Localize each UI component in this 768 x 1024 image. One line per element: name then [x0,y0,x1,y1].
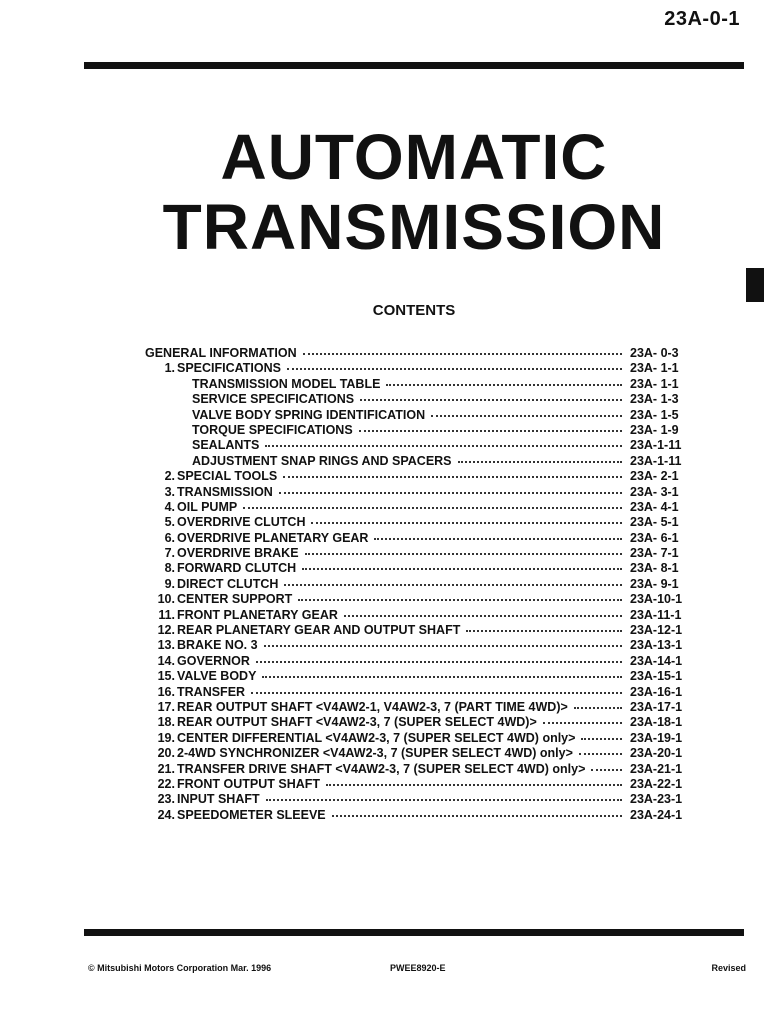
footer-copyright: © Mitsubishi Motors Corporation Mar. 1996 [88,963,272,973]
toc-dot-leader [386,372,622,386]
toc-dot-leader [264,633,622,647]
toc-dot-leader [256,649,622,663]
toc-entry-number: 9. [164,576,175,591]
toc-entry-page: 23A- 8-1 [630,561,679,576]
toc-entry-number: 12. [157,623,175,638]
toc-entry-title: SPECIFICATIONS [177,361,281,376]
toc-dot-leader [574,695,622,709]
toc-entry-page: 23A-14-1 [630,653,683,668]
toc-entry-number: 13. [157,638,175,653]
footer-doc-code: PWEE8920-E [390,963,446,973]
toc-entry-title: FORWARD CLUTCH [177,561,297,576]
toc-dot-leader [359,418,622,432]
toc-dot-leader [543,710,622,724]
toc-entry-title: OVERDRIVE CLUTCH [177,515,306,530]
toc-entry-title: OIL PUMP [177,499,238,514]
toc-entry-number: 17. [157,699,175,714]
toc-dot-leader [251,680,622,694]
toc-dot-leader [332,803,622,817]
toc-entry-title: OVERDRIVE BRAKE [177,546,299,561]
toc-entry-title: TRANSFER DRIVE SHAFT <V4AW2-3, 7 (SUPER SELECT 4WD) only> [177,761,586,776]
toc-entry-title: GENERAL INFORMATION [145,346,297,360]
table-of-contents [145,343,690,820]
toc-entry-title: ADJUSTMENT SNAP RINGS AND SPACERS [192,453,452,468]
toc-dot-leader [283,464,622,478]
toc-entry-page: 23A- 0-3 [630,346,679,360]
toc-entry-title: SERVICE SPECIFICATIONS [192,392,355,407]
page-number: 23A-0-1 [664,8,740,30]
toc-dot-leader [266,787,622,801]
toc-entry-title: OVERDRIVE PLANETARY GEAR [177,530,369,545]
toc-entry-page: 23A- 6-1 [630,530,679,545]
toc-dot-leader [579,741,622,755]
toc-dot-leader [360,387,622,401]
toc-entry-page: 23A- 1-1 [630,376,679,391]
toc-entry-title: REAR PLANETARY GEAR AND OUTPUT SHAFT [177,623,461,638]
toc-entry-title: TRANSMISSION MODEL TABLE [192,376,381,391]
toc-entry-title: TORQUE SPECIFICATIONS [192,422,353,437]
toc-entry-title: REAR OUTPUT SHAFT <V4AW2-3, 7 (SUPER SELECT 4WD)> [177,715,537,730]
toc-entry-page: 23A-23-1 [630,792,683,807]
toc-dot-leader [374,526,622,540]
toc-dot-leader [284,572,622,586]
toc-entry-page: 23A- 4-1 [630,499,679,514]
toc-dot-leader [466,618,622,632]
toc-entry-number: 3. [164,484,175,499]
toc-entry-page: 23A- 7-1 [630,546,679,561]
toc-entry-title: CENTER SUPPORT [177,592,293,607]
toc-entry-page: 23A-16-1 [630,684,683,699]
toc-entry-number: 20. [157,746,175,761]
toc-entry-page: 23A-17-1 [630,699,683,714]
toc-entry-page: 23A- 2-1 [630,469,679,484]
toc-entry-number: 7. [164,546,175,561]
toc-entry-number: 23. [157,792,175,807]
toc-entry-number: 21. [157,761,175,776]
toc-dot-leader [326,772,622,786]
toc-entry-page: 23A- 1-3 [630,392,679,407]
toc-entry-number: 16. [157,684,175,699]
toc-entry-title: CENTER DIFFERENTIAL <V4AW2-3, 7 (SUPER SELECT 4WD) only> [177,730,576,745]
toc-entry-number: 8. [164,561,175,576]
toc-dot-leader [591,757,622,771]
toc-entry-page: 23A-11-1 [630,607,682,622]
toc-entry-number: 24. [157,807,175,822]
toc-entry-number: 5. [164,515,175,530]
toc-entry-page: 23A-10-1 [630,592,683,607]
toc-entry-title: TRANSMISSION [177,484,273,499]
toc-entry-number: 19. [157,730,175,745]
bottom-rule [84,929,744,936]
toc-entry-page: 23A- 5-1 [630,515,679,530]
toc-entry[interactable] [145,805,690,820]
toc-dot-leader [287,356,622,370]
toc-entry-title: GOVERNOR [177,653,250,668]
toc-entry-title: VALVE BODY SPRING IDENTIFICATION [192,407,426,422]
contents-heading: CONTENTS [372,302,456,319]
toc-entry-page: 23A-18-1 [630,715,683,730]
toc-entry-page: 23A-24-1 [630,807,683,822]
toc-dot-leader [243,495,622,509]
toc-dot-leader [431,403,622,417]
toc-dot-leader [302,556,622,570]
toc-entry-title: FRONT PLANETARY GEAR [177,607,338,622]
toc-entry-title: SPEEDOMETER SLEEVE [177,807,326,822]
toc-entry-number: 14. [157,653,175,668]
toc-dot-leader [311,510,622,524]
toc-entry-page: 23A- 1-9 [630,422,679,437]
toc-entry-page: 23A- 3-1 [630,484,679,499]
toc-entry-title: FRONT OUTPUT SHAFT [177,776,321,791]
toc-entry-title: 2-4WD SYNCHRONIZER <V4AW2-3, 7 (SUPER SELECT 4WD) only> [177,746,573,761]
toc-entry-page: 23A-1-11 [630,453,682,468]
toc-entry-page: 23A- 1-5 [630,407,679,422]
toc-entry-number: 6. [164,530,175,545]
toc-entry-title: SEALANTS [192,438,260,453]
toc-dot-leader [581,726,622,740]
toc-entry-title: INPUT SHAFT [177,792,260,807]
toc-dot-leader [265,433,622,447]
title-line-2: TRANSMISSION [162,191,666,263]
top-rule [84,62,744,69]
toc-entry-title: REAR OUTPUT SHAFT <V4AW2-1, V4AW2-3, 7 (PART TIME 4WD)> [177,699,568,714]
toc-entry-title: SPECIAL TOOLS [177,469,278,484]
toc-entry-number: 1. [164,361,175,376]
toc-entry-page: 23A-21-1 [630,761,683,776]
toc-entry-number: 2. [164,469,175,484]
toc-dot-leader [262,664,622,678]
title-line-1: AUTOMATIC [220,121,608,193]
toc-entry-number: 10. [157,592,175,607]
page-title [84,122,744,262]
toc-entry-title: TRANSFER [177,684,246,699]
toc-entry-number: 15. [157,669,175,684]
toc-dot-leader [344,603,622,617]
toc-entry-page: 23A-19-1 [630,730,683,745]
toc-entry-number: 11. [158,607,175,622]
toc-dot-leader [305,541,622,555]
toc-dot-leader [298,587,622,601]
toc-entry-title: VALVE BODY [177,669,257,684]
toc-dot-leader [279,480,622,494]
toc-entry-number: 4. [164,499,175,514]
toc-entry-page: 23A-22-1 [630,776,683,791]
toc-dot-leader [303,341,622,355]
toc-entry-page: 23A- 1-1 [630,361,679,376]
toc-entry-page: 23A- 9-1 [630,576,679,591]
toc-entry-page: 23A-20-1 [630,746,683,761]
toc-entry-page: 23A-1-11 [630,438,682,453]
toc-entry-page: 23A-15-1 [630,669,683,684]
section-tab-marker [746,268,764,302]
toc-entry-number: 18. [157,715,175,730]
toc-dot-leader [458,449,622,463]
toc-entry-number: 22. [157,776,175,791]
toc-entry-title: DIRECT CLUTCH [177,576,279,591]
toc-entry-page: 23A-13-1 [630,638,683,653]
toc-entry-page: 23A-12-1 [630,623,683,638]
footer-revised: Revised [711,963,746,973]
toc-entry-title: BRAKE NO. 3 [177,638,258,653]
